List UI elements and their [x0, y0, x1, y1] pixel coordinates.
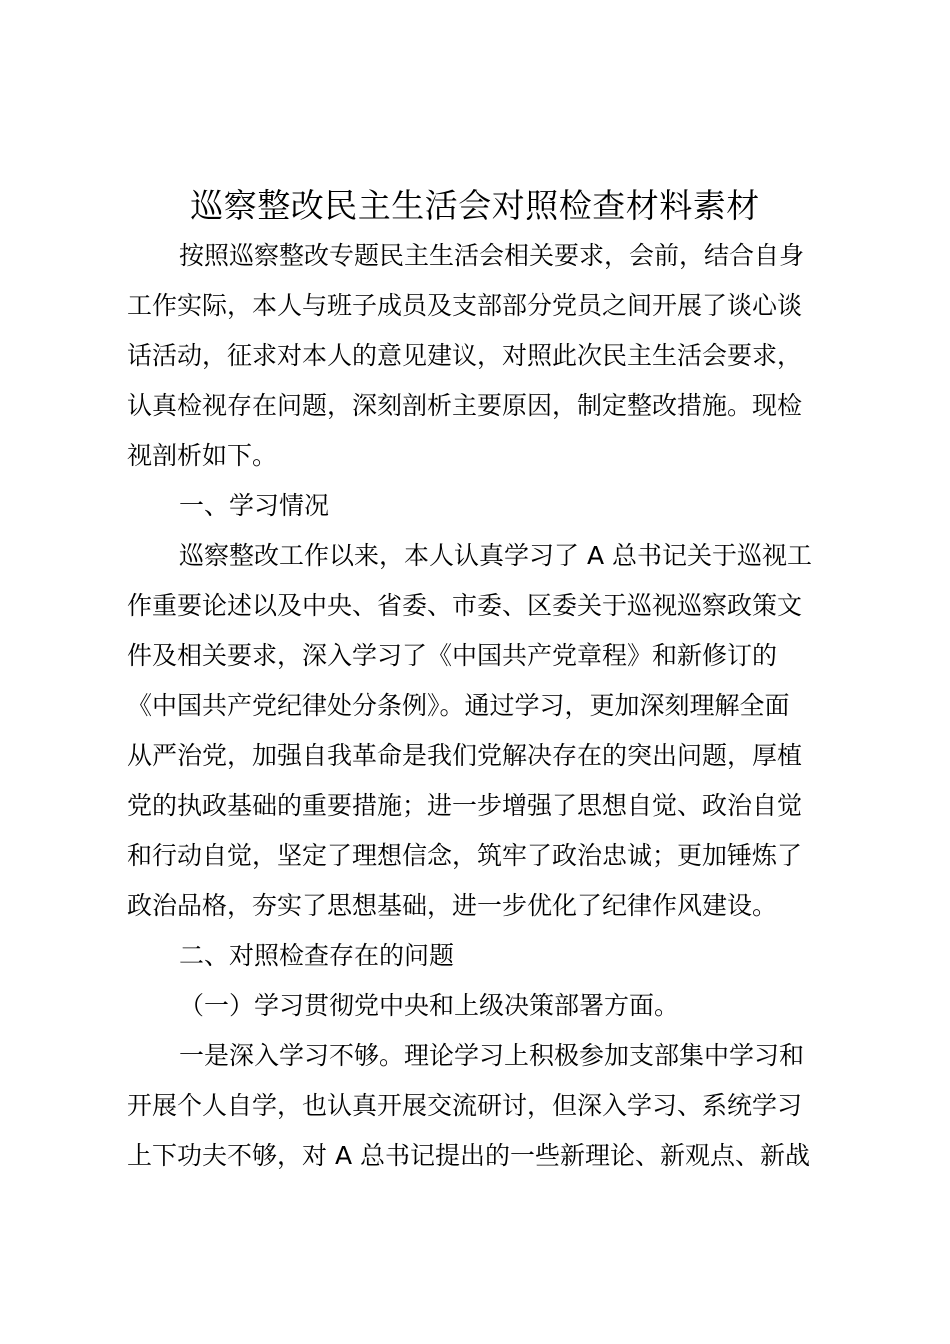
paragraph-line: 话活动，征求对本人的意见建议，对照此次民主生活会要求， [127, 341, 803, 370]
paragraph-line: 巡察整改工作以来，本人认真学习了 A 总书记关于巡视工 [179, 541, 812, 570]
paragraph-line: 开展个人自学，也认真开展交流研讨，但深入学习、系统学习 [127, 1091, 803, 1120]
section-heading: 一、学习情况 [179, 491, 330, 520]
paragraph-line: 党的执政基础的重要措施；进一步增强了思想自觉、政治自觉 [127, 791, 803, 820]
paragraph-line: 件及相关要求，深入学习了《中国共产党章程》和新修订的 [127, 641, 778, 670]
subsection-heading: （一）学习贯彻党中央和上级决策部署方面。 [179, 991, 680, 1020]
paragraph-line: 按照巡察整改专题民主生活会相关要求，会前，结合自身 [179, 241, 805, 270]
paragraph-line: 政治品格，夯实了思想基础，进一步优化了纪律作风建设。 [127, 891, 778, 920]
paragraph-line: 《中国共产党纪律处分条例》。通过学习，更加深刻理解全面 [127, 691, 790, 720]
paragraph-line: 一是深入学习不够。理论学习上积极参加支部集中学习和 [179, 1041, 805, 1070]
paragraph-line: 上下功夫不够，对 A 总书记提出的一些新理论、新观点、新战 [127, 1141, 810, 1170]
paragraph-line: 工作实际，本人与班子成员及支部部分党员之间开展了谈心谈 [127, 291, 803, 320]
paragraph-line: 视剖析如下。 [127, 441, 278, 470]
paragraph-line: 从严治党，加强自我革命是我们党解决存在的突出问题，厚植 [127, 741, 803, 770]
document-title: 巡察整改民主生活会对照检查材料素材 [190, 186, 760, 225]
section-heading: 二、对照检查存在的问题 [179, 941, 455, 970]
paragraph-line: 作重要论述以及中央、省委、市委、区委关于巡视巡察政策文 [127, 591, 803, 620]
paragraph-line: 和行动自觉，坚定了理想信念，筑牢了政治忠诚；更加锤炼了 [127, 841, 803, 870]
paragraph-line: 认真检视存在问题，深刻剖析主要原因，制定整改措施。现检 [127, 391, 803, 420]
